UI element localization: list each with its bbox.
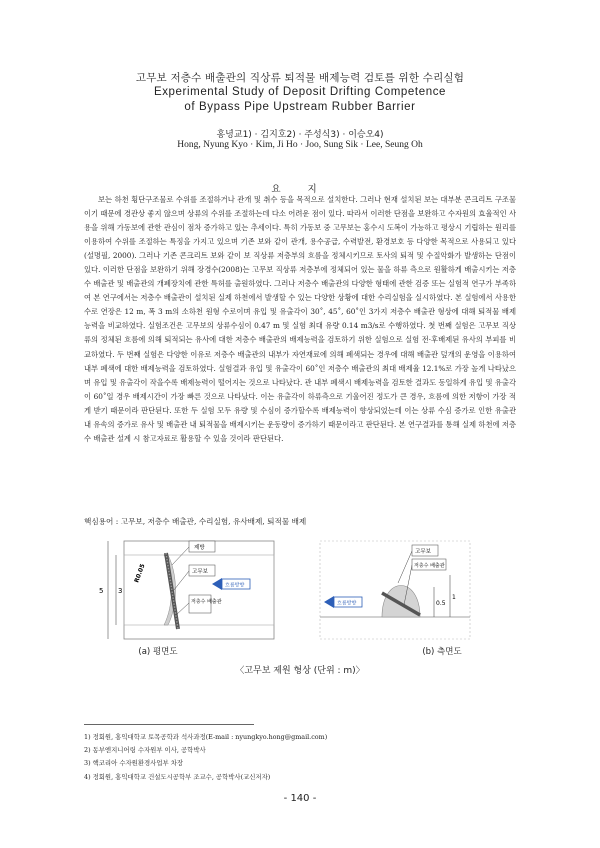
label-pipe: 저층수 배출관	[191, 599, 222, 605]
radius-label: R0.05	[133, 563, 147, 584]
authors-english: Hong, Nyung Kyo · Kim, Ji Ho · Joo, Sung Sik · Lee, Seung Oh	[177, 140, 423, 150]
plan-view-figure	[94, 535, 304, 645]
label-flow-side: 흐름방향	[337, 600, 357, 607]
callout-line-weir	[172, 547, 189, 565]
footnote-rule	[84, 724, 254, 725]
callout-line-side-rubber	[398, 551, 412, 583]
label-rubber-weir: 고무보	[192, 569, 208, 575]
dim-outer-label: 5	[99, 587, 104, 595]
footnotes	[84, 731, 524, 784]
footnote-3: 3) 핵코리아 수자원환경사업부 차장	[84, 759, 184, 768]
subcaption-b: (b) 측면도	[422, 647, 462, 657]
authors-korean: 홍녕교1) · 김지호2) · 주성식3) · 이승오4)	[216, 130, 384, 140]
callout-line-pipe	[176, 603, 189, 615]
title-english-line1: Experimental Study of Deposit Drifting Competence	[153, 86, 447, 98]
abstract-heading: 요 지	[271, 184, 329, 195]
side-dim-label: 0.5	[436, 600, 446, 607]
channel-outline	[124, 541, 274, 639]
label-flow-plan: 흐름방향	[225, 582, 245, 589]
callout-line-rubber	[174, 571, 189, 590]
dim-inner-label: 3	[118, 587, 123, 595]
subcaption-a: (a) 평면도	[138, 647, 178, 657]
figure-caption: 〈고무보 제원 형상 (단위 : m)〉	[235, 666, 365, 676]
footnote-2: 2) 동부엔지니어링 수자원부 이사, 공학박사	[84, 746, 206, 755]
label-weir: 제방	[194, 545, 205, 551]
side-view-figure	[300, 535, 510, 645]
title-korean: 고무보 저층수 배출관의 직상류 퇴적물 배제능력 검토를 위한 수리실험	[135, 72, 465, 84]
abstract-body: 보는 하천 횡단구조물로 수위를 조절하거나 관개 및 취수 등을 목적으로 설치한다. 그러나 현재 설치된 보는 대부분 콘크리트 구조물이기 때문에 경관상 좋지 않으며 상류의 수위를 조절하는데 다소 어려운 점이 있다. 따라서 이러한 단점을 보완하고 수자원의 효율적인 사용을 위해 가동보에 관한 관심이 점차 증가하고 있는 추세이다. 특히 가동보 중 고무보는 홍수시 도복이 가능하고 평상시 기립하는 원리를 이용하여 수위를 조절하는 특징을 가지고 있으며 기존 보와 같이 관개, 용수공급, 수력발전, 환경보호 등 다양한 목적으로 사용되고 있다(설명필, 2000). 그러나 기존 콘크리트 보와 같이 보 직상류 저층부의 흐름을 정체시키므로 토사의 퇴적 및 수질악화가 발생하는 단점이 있다. 이러한 단점을 보완하기 위해 장경수(2008)는 고무보 직상류 저층부에 정체되어 있는 물을 하류 측으로 원활하게 배출시키는 저층수 배출관 및 배출관의 개폐장치에 관한 특허를 출원하였다. 그러나 저층수 배출관의 다양한 형태에 관한 검증 또는 실험적 연구가 부족하여 본 연구에서는 저층수 배출관이 설치된 실제 하천에서 발생할 수 있는 다양한 상황에 대한 수리실험을 실시하였다. 본 실험에서 사용한 수로 연장은 12 m, 폭 3 m의 소하천 원형 수로이며 유입 및 유출각이 30˚, 45˚, 60˚인 3가지 저층수 배출관 형상에 대해 퇴적물 배제능력을 비교하였다. 실험조건은 고무보의 상류수심이 0.47 m 및 실험 최대 유량 0.14 m3/s로 수행하였다. 첫 번째 실험은 고무보 직상류의 정체된 흐름에 의해 퇴적되는 유사에 대한 저층수 배출관의 배제능력을 검토하기 위한 실험으로 실험 전·후배제된 유사의 부피를 비교하였다. 두 번째 실험은 다양한 이유로 저층수 배출관의 내부가 자연재료에 의해 폐색되는 경우에 대해 배출관 덮개의 운영을 이용하여 내부 폐색에 대한 배제능력을 검토하였다. 실험결과 유입 및 유출각이 60˚인 저층수 배출관의 최대 배제율 12.1%로 가장 높게 나타났으며 유입 및 유출각이 작을수록 배제능력이 떨어지는 것으로 나타났다. 관 내부 폐색시 배제능력을 검토한 결과도 동일하게 유입 및 유출각이 60˚일 경우 배제시간이 가장 빠른 것으로 나타났다. 이는 유출각이 하류측으로 기울어진 정도가 큰 경우, 흐름에 의한 저항이 가장 적게 받기 때문이라 판단된다. 또한 두 실험 모두 유량 및 수심이 증가할수록 배제능력이 향상되었는데 이는 상류 수심 증가로 인한 유출관 내 유속의 증가로 유사 및 배출관 내 퇴적물을 배제시키는 운동량이 증가하기 때문이라고 판단된다. 본 연구결과를 통해 실제 하천에 저층수 배출관 설계 시 참고자료로 활용할 수 있을 것이라 판단된다.	[84, 195, 516, 443]
page-number: - 140 -	[283, 793, 317, 804]
label-side-pipe: 저층수 배출관	[414, 563, 445, 569]
title-english-line2: of Bypass Pipe Upstream Rubber Barrier	[184, 101, 416, 113]
label-side-rubber: 고무보	[415, 549, 431, 555]
keywords: 핵심용어 : 고무보, 저층수 배출관, 수리실험, 유사배제, 퇴적물 배제	[84, 517, 307, 526]
side-dim-label-2: 1	[452, 594, 456, 601]
footnote-1: 1) 정회원, 홍익대학교 토목공학과 석사과정(E-mail : nyungkyo.hong@gmail.com)	[84, 733, 328, 741]
footnote-4: 4) 정회원, 홍익대학교 건설도시공학부 조교수, 공학박사(교신저자)	[84, 772, 271, 781]
